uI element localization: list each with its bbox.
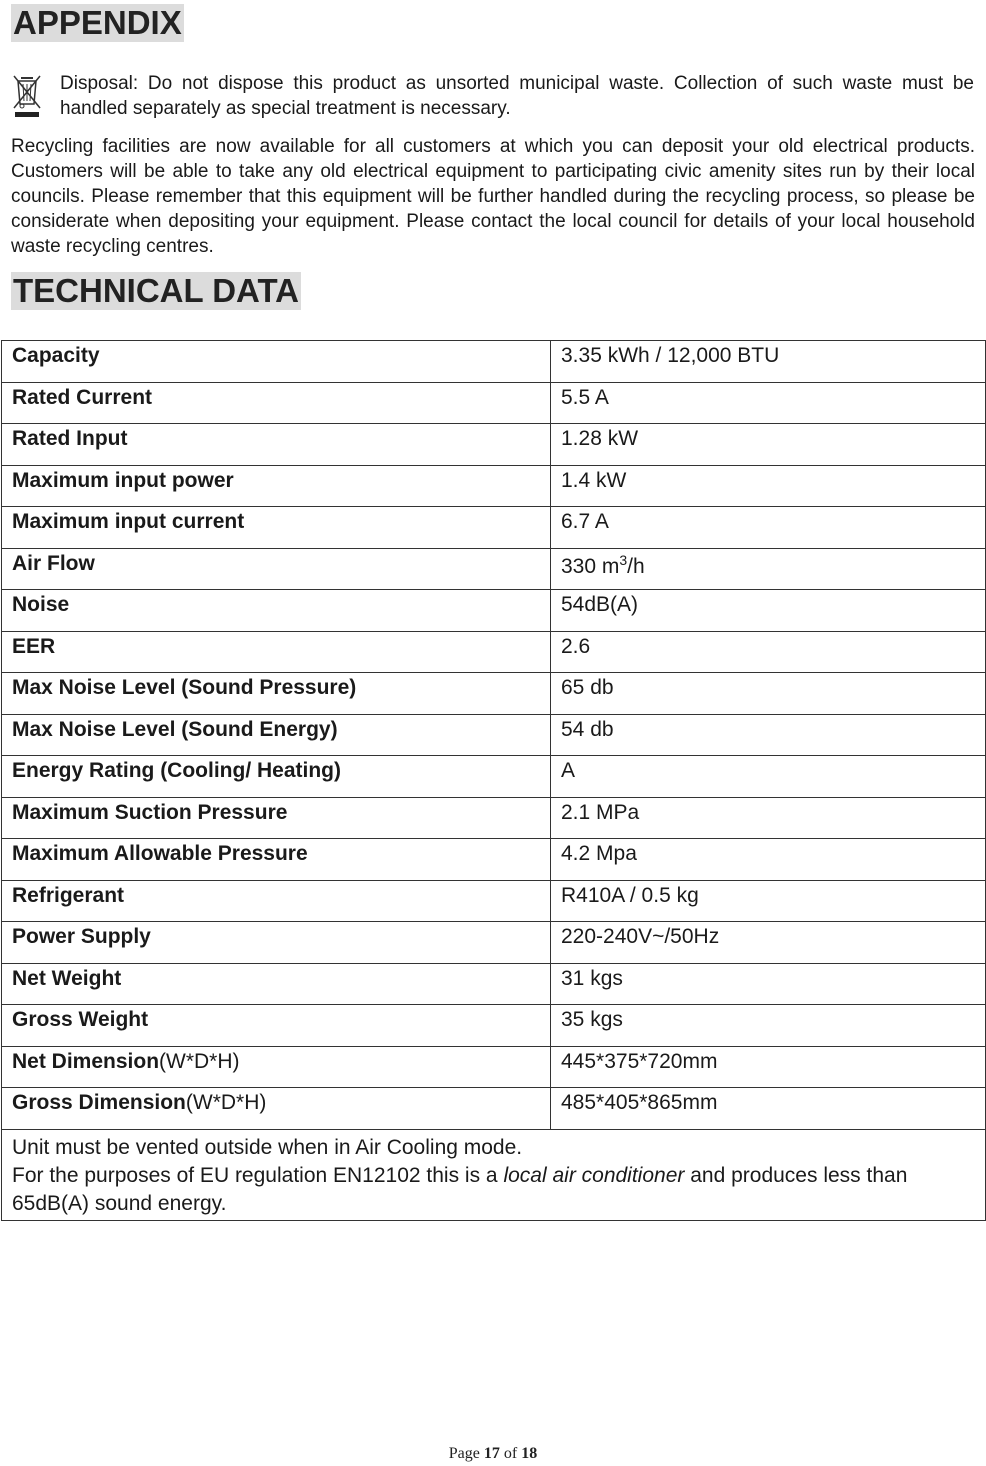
venting-note (2, 1129, 986, 1220)
air-flow-unit: /h (627, 554, 645, 578)
spec-label: Maximum input power (2, 465, 551, 507)
of-word: of (503, 1445, 518, 1462)
spec-label: Gross Weight (2, 1005, 551, 1047)
spec-value: 1.28 kW (551, 424, 986, 466)
spec-value: A (551, 756, 986, 798)
spec-label: Maximum Suction Pressure (2, 797, 551, 839)
spec-value: 2.1 MPa (551, 797, 986, 839)
table-row (2, 1005, 986, 1047)
note-text-end: and produces less than 65dB(A) sound energy. (12, 1163, 908, 1215)
spec-value: 6.7 A (551, 507, 986, 549)
total-pages: 18 (521, 1445, 538, 1462)
air-flow-exponent: 3 (619, 551, 628, 568)
table-row (2, 714, 986, 756)
table-row (2, 507, 986, 549)
page-number: 17 (483, 1445, 500, 1462)
note-line-2 (12, 1162, 975, 1218)
table-row (2, 631, 986, 673)
table-row (2, 424, 986, 466)
table-row (2, 465, 986, 507)
table-row (2, 1046, 986, 1088)
table-row (2, 1088, 986, 1130)
spec-value: 2.6 (551, 631, 986, 673)
spec-label: Rated Input (2, 424, 551, 466)
air-flow-value: 330 m (561, 554, 620, 578)
spec-label: Refrigerant (2, 880, 551, 922)
table-row (2, 341, 986, 383)
spec-value: 3.35 kWh / 12,000 BTU (551, 341, 986, 383)
spec-value: 65 db (551, 673, 986, 715)
spec-label: Maximum Allowable Pressure (2, 839, 551, 881)
note-line-1: Unit must be vented outside when in Air Cooling mode. (12, 1135, 523, 1159)
spec-label: Power Supply (2, 922, 551, 964)
spec-label: Energy Rating (Cooling/ Heating) (2, 756, 551, 798)
spec-value: 31 kgs (551, 963, 986, 1005)
table-row (2, 963, 986, 1005)
spec-label-text: Gross Dimension (12, 1091, 186, 1114)
spec-value: 485*405*865mm (551, 1088, 986, 1130)
technical-data-heading: TECHNICAL DATA (13, 272, 299, 309)
spec-label (2, 1046, 551, 1088)
table-row (2, 673, 986, 715)
spec-label-text: Net Dimension (12, 1049, 160, 1073)
spec-label: Rated Current (2, 382, 551, 424)
appendix-heading: APPENDIX (13, 4, 182, 41)
spec-label-suffix: (W*D*H) (185, 1091, 267, 1114)
table-row (2, 756, 986, 798)
spec-value: 4.2 Mpa (551, 839, 986, 881)
table-note-row (2, 1129, 986, 1220)
table-row (2, 922, 986, 964)
spec-value (551, 548, 986, 590)
note-text: For the purposes of EU regulation EN12102 this is a (12, 1163, 504, 1187)
spec-label: EER (2, 631, 551, 673)
table-row (2, 797, 986, 839)
disposal-paragraph: Disposal: Do not dispose this product as unsorted municipal waste. Collection of such waste must be handled separately as special treatment is necessary. (60, 73, 974, 119)
page-word: Page (448, 1445, 480, 1462)
note-italic-term: local air conditioner (503, 1163, 685, 1187)
spec-value: 445*375*720mm (551, 1046, 986, 1088)
spec-label-suffix: (W*D*H) (159, 1049, 240, 1073)
recycling-paragraph: Recycling facilities are now available for all customers at which you can deposit your old electrical products. Customers will be able to take any old electrical equipment to participating civic amenity sites run by their local councils. Please remember that this equipment will be further handled during the recycling process, so please be considerate when depositing your equipment. Please contact the local council for details of your local household waste recycling centres. (11, 136, 975, 257)
technical-data-table (1, 340, 986, 1221)
spec-label: Noise (2, 590, 551, 632)
spec-value: 54 db (551, 714, 986, 756)
spec-value: 35 kgs (551, 1005, 986, 1047)
crossed-out-wheelie-bin-icon (12, 72, 42, 120)
spec-label: Net Weight (2, 963, 551, 1005)
table-row (2, 382, 986, 424)
spec-value: 220-240V~/50Hz (551, 922, 986, 964)
spec-label: Maximum input current (2, 507, 551, 549)
spec-label: Air Flow (2, 548, 551, 590)
spec-value: 5.5 A (551, 382, 986, 424)
spec-value: 54dB(A) (551, 590, 986, 632)
page-footer (0, 1445, 986, 1463)
table-row (2, 590, 986, 632)
table-row (2, 880, 986, 922)
spec-label: Max Noise Level (Sound Pressure) (2, 673, 551, 715)
spec-value: 1.4 kW (551, 465, 986, 507)
spec-label: Max Noise Level (Sound Energy) (2, 714, 551, 756)
spec-value: R410A / 0.5 kg (551, 880, 986, 922)
spec-label: Capacity (2, 341, 551, 383)
table-row (2, 839, 986, 881)
table-row (2, 548, 986, 590)
spec-label (2, 1088, 551, 1130)
